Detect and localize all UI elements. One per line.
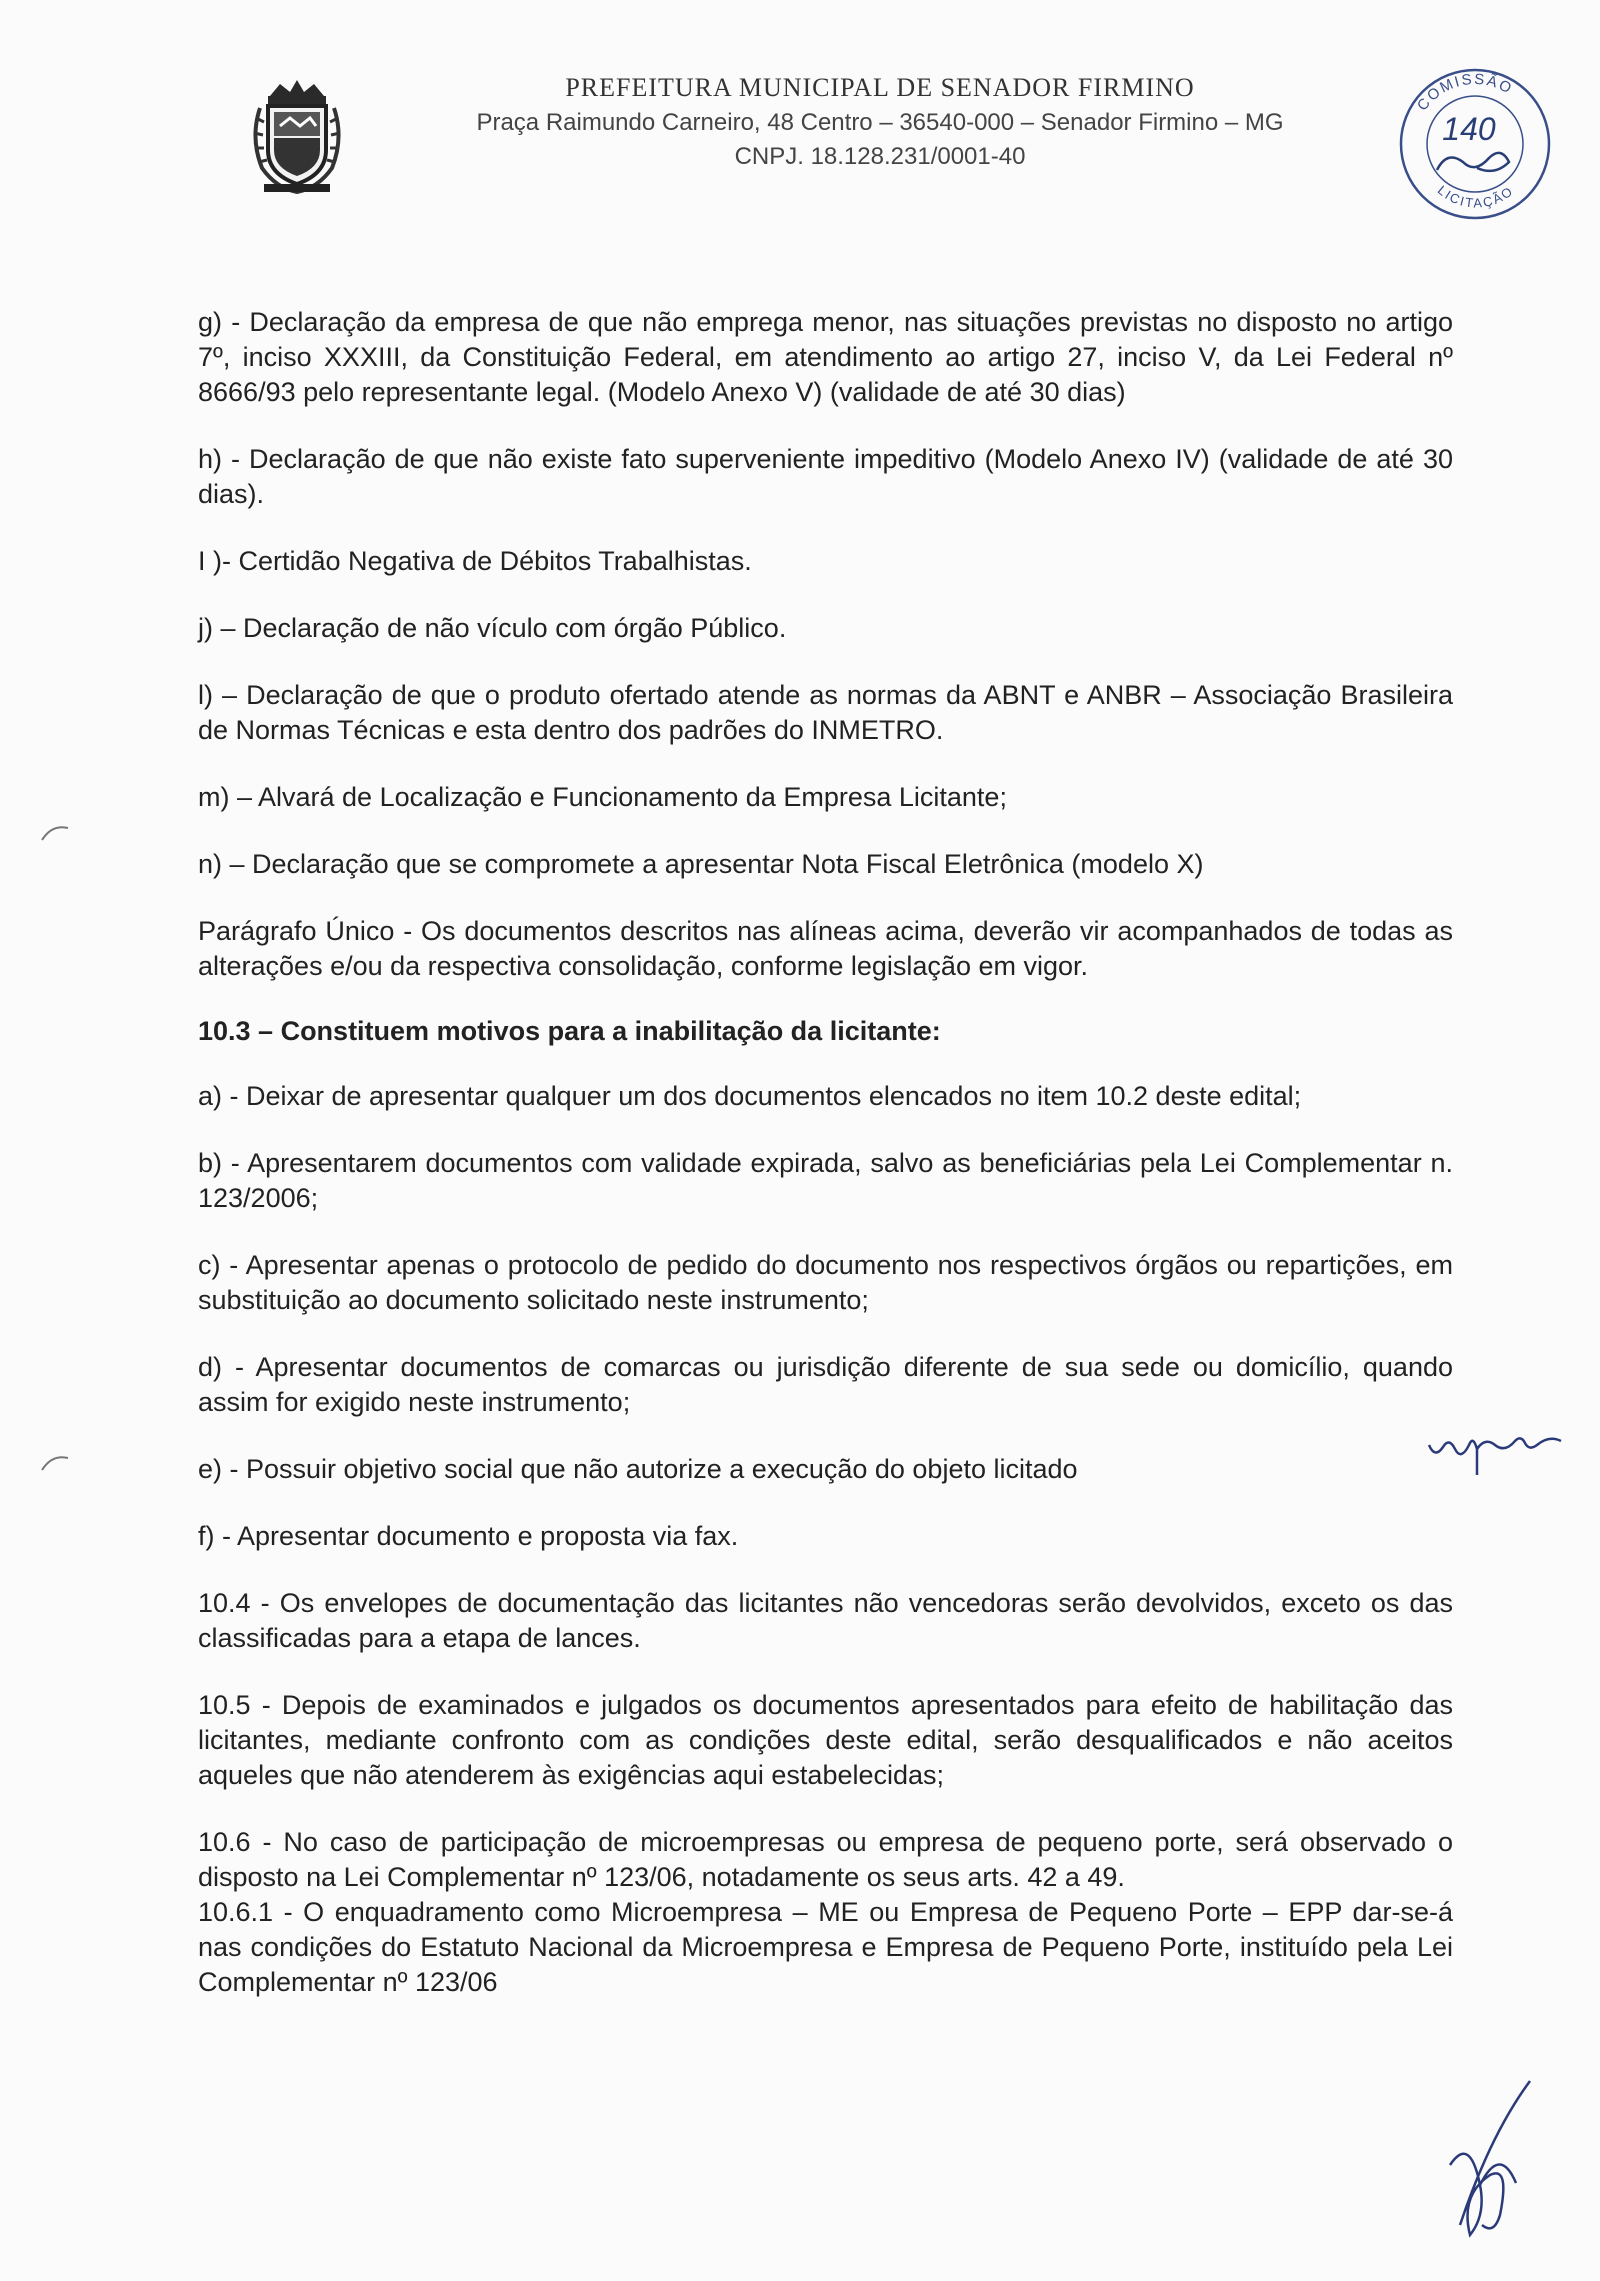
reason-f-paragraph: f) - Apresentar documento e proposta via fax. [198, 1521, 739, 1551]
stamp-bottom-text: LICITAÇÃO [1434, 182, 1517, 211]
municipality-address: Praça Raimundo Carneiro, 48 Centro – 36540-000 – Senador Firmino – MG [476, 109, 1284, 136]
reason-d-paragraph: d) - Apresentar documentos de comarcas ou jurisdição diferente de sua sede ou domicílio, quando assim for exigido neste instrumento; [198, 1352, 1453, 1417]
reason-c-paragraph: c) - Apresentar apenas o protocolo de pedido do documento nos respectivos órgãos ou repartições, em substituição ao documento solicitado neste instrumento; [198, 1250, 1453, 1315]
reason-e-paragraph: e) - Possuir objetivo social que não autorize a execução do objeto licitado [198, 1454, 1078, 1484]
item-m-paragraph: m) – Alvará de Localização e Funcionamento da Empresa Licitante; [198, 782, 1007, 812]
document-body [198, 305, 1453, 2000]
reason-b-paragraph: b) - Apresentarem documentos com validade expirada, salvo as beneficiárias pela Lei Complementar n. 123/2006; [198, 1148, 1453, 1213]
stamp-signature-icon [1437, 153, 1509, 171]
initials-signature-icon [1420, 2075, 1550, 2240]
municipality-cnpj: CNPJ. 18.128.231/0001-40 [734, 143, 1026, 170]
reason-a-paragraph: a) - Deixar de apresentar qualquer um dos documentos elencados no item 10.2 deste edital; [198, 1081, 1302, 1111]
svg-text:COMISSÃO [1414, 71, 1516, 114]
item-i-paragraph: I )- Certidão Negativa de Débitos Trabalhistas. [198, 546, 752, 576]
section-10-6-paragraph: 10.6 - No caso de participação de microempresas ou empresa de pequeno porte, será observado o disposto na Lei Complementar nº 123/06, notadamente os seus arts. 42 a 49. [198, 1827, 1453, 1892]
item-h-paragraph: h) - Declaração de que não existe fato superveniente impeditivo (Modelo Anexo IV) (validade de até 30 dias). [198, 444, 1453, 509]
section-10-5-paragraph: 10.5 - Depois de examinados e julgados os documentos apresentados para efeito de habilitação das licitantes, mediante confronto com as condições deste edital, serão desqualificados e não aceitos aqueles que não atenderem às exigências aqui estabelecidas; [198, 1690, 1453, 1790]
item-j-paragraph: j) – Declaração de não vículo com órgão Público. [198, 613, 787, 643]
margin-signature-icon [1425, 1415, 1565, 1485]
punch-mark-icon [40, 1450, 70, 1474]
commission-stamp [1385, 62, 1565, 227]
municipality-title: PREFEITURA MUNICIPAL DE SENADOR FIRMINO [565, 73, 1195, 102]
punch-mark-icon [40, 820, 70, 844]
stamp-number: 140 [1442, 111, 1496, 147]
letterhead-text [380, 70, 1380, 174]
letterhead [0, 70, 1600, 210]
section-10-6-1-paragraph: 10.6.1 - O enquadramento como Microempresa – ME ou Empresa de Pequeno Porte – EPP dar-se-á nas condições do Estatuto Nacional da Microempresa e Empresa de Pequeno Porte, instituído pela Lei Complementar nº 123/06 [198, 1897, 1453, 1997]
item-g-paragraph: g) - Declaração da empresa de que não emprega menor, nas situações previstas no disposto no artigo 7º, inciso XXXIII, da Constituição Federal, em atendimento ao artigo 27, inciso V, da Lei Federal nº 8666/93 pelo representante legal. (Modelo Anexo V) (validade de até 30 dias) [198, 307, 1453, 407]
svg-text:LICITAÇÃO [1435, 182, 1517, 210]
item-l-paragraph: l) – Declaração de que o produto ofertado atende as normas da ABNT e ANBR – Associação Brasileira de Normas Técnicas e esta dentro dos padrões do INMETRO. [198, 680, 1453, 745]
section-10-4-paragraph: 10.4 - Os envelopes de documentação das licitantes não vencedoras serão devolvidos, exceto os das classificadas para a etapa de lances. [198, 1588, 1453, 1653]
stamp-top-text: COMISSÃO [1413, 70, 1516, 115]
item-n-paragraph: n) – Declaração que se compromete a apresentar Nota Fiscal Eletrônica (modelo X) [198, 849, 1204, 879]
sole-paragraph: Parágrafo Único - Os documentos descritos nas alíneas acima, deverão vir acompanhados de todas as alterações e/ou da respectiva consolidação, conforme legislação em vigor. [198, 916, 1453, 981]
municipal-crest-icon [250, 78, 345, 196]
section-10-3-heading: 10.3 – Constituem motivos para a inabilitação da licitante: [198, 1016, 941, 1046]
